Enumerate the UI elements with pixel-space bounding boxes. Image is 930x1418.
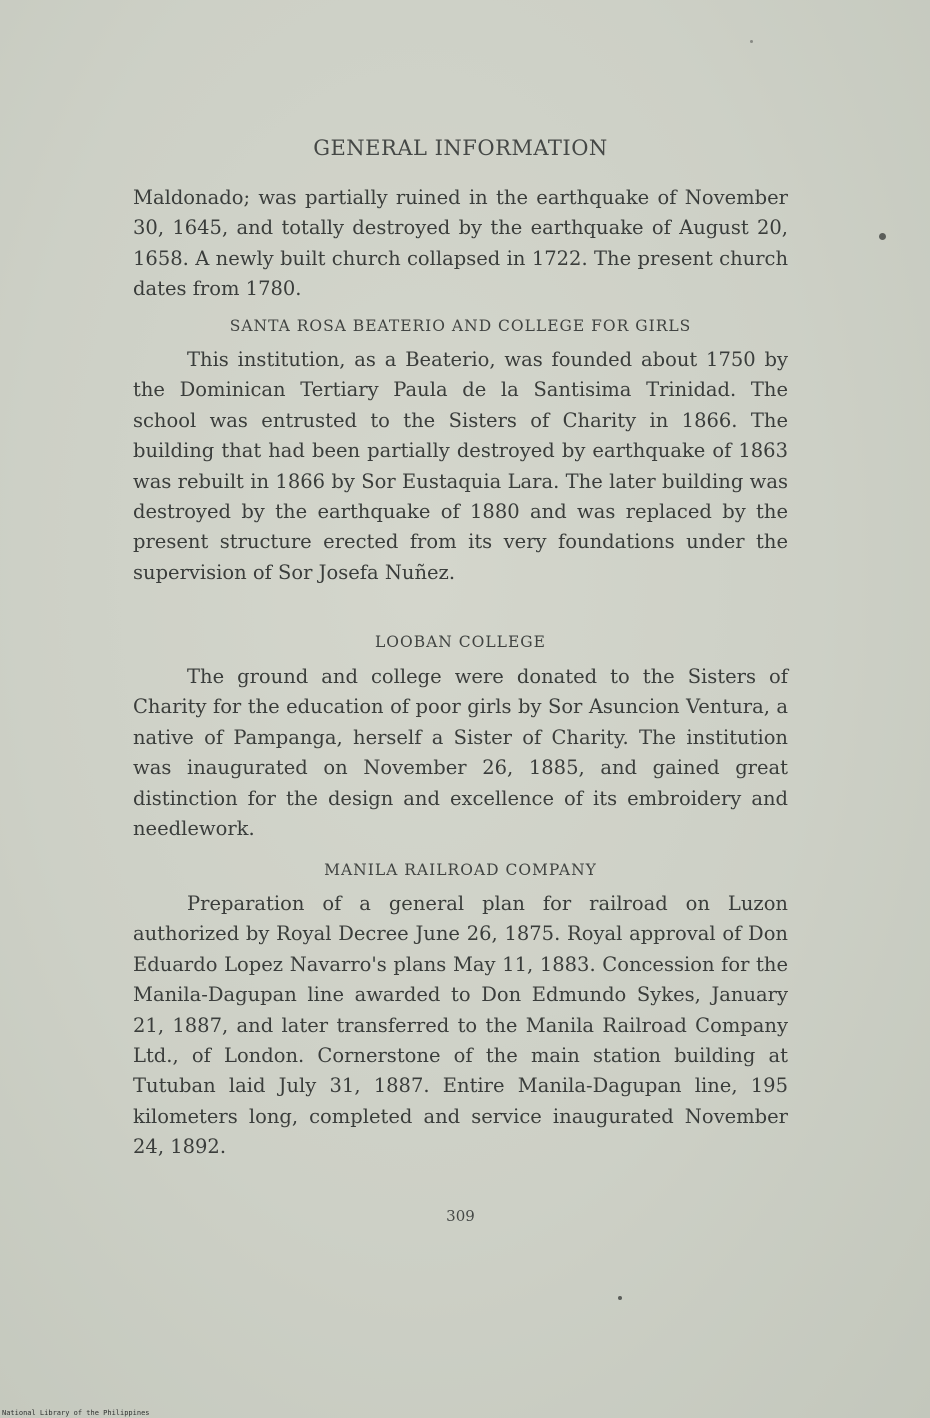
paragraph-santa-rosa: This institution, as a Beaterio, was founded about 1750 by the Dominican Tertiary Paula de la Santisima Trinidad. The school was entrusted to the Sisters of Charity in 1866. The building that had been partially destroyed by earthquake of 1863 was rebuilt in 1866 by Sor Eustaquia Lara. The later building was destroyed by the earthquake of 1880 and was replaced by the present structure erected from its very foundations under the supervision of Sor Josefa Nuñez.: [133, 348, 788, 584]
paper-speck: [618, 1296, 622, 1300]
page-number: 309: [446, 1207, 475, 1225]
heading-santa-rosa: SANTA ROSA BEATERIO AND COLLEGE FOR GIRLS: [229, 317, 692, 335]
heading-railroad: MANILA RAILROAD COMPANY: [324, 861, 597, 879]
paper-speck: [750, 40, 753, 43]
paragraph-looban: The ground and college were donated to the Sisters of Charity for the education of poor girls by Sor Asuncion Ventura, a native of Pampanga, herself a Sister of Charity. The institution was inaugurated on November 26, 1885, and gained great distinction for the design and excellence of its embroidery and needlework.: [133, 665, 788, 841]
running-head: GENERAL INFORMATION: [313, 136, 608, 160]
heading-looban: LOOBAN COLLEGE: [375, 633, 546, 651]
paragraph-railroad: Preparation of a general plan for railroad on Luzon authorized by Royal Decree June 26, 1875. Royal approval of Don Eduardo Lopez Navarro's plans May 11, 1883. Concession for the Manila-Dagupan line awarded to Don Edmundo Sykes, January 21, 1887, and later transferred to the Manila Railroad Company Ltd., of London. Cornerstone of the main station building at Tutuban laid July 31, 1887. Entire Manila-Dagupan line, 195 kilometers long, completed and service inaugurated November 24, 1892.: [133, 892, 788, 1159]
library-credit-line: National Library of the Philippines: [2, 1409, 150, 1417]
paper-speck: [879, 233, 886, 240]
paragraph-maldonado: Maldonado; was partially ruined in the earthquake of November 30, 1645, and totally destroyed by the earthquake of August 20, 1658. A newly built church collapsed in 1722. The present church dates from 1780.: [133, 186, 788, 301]
